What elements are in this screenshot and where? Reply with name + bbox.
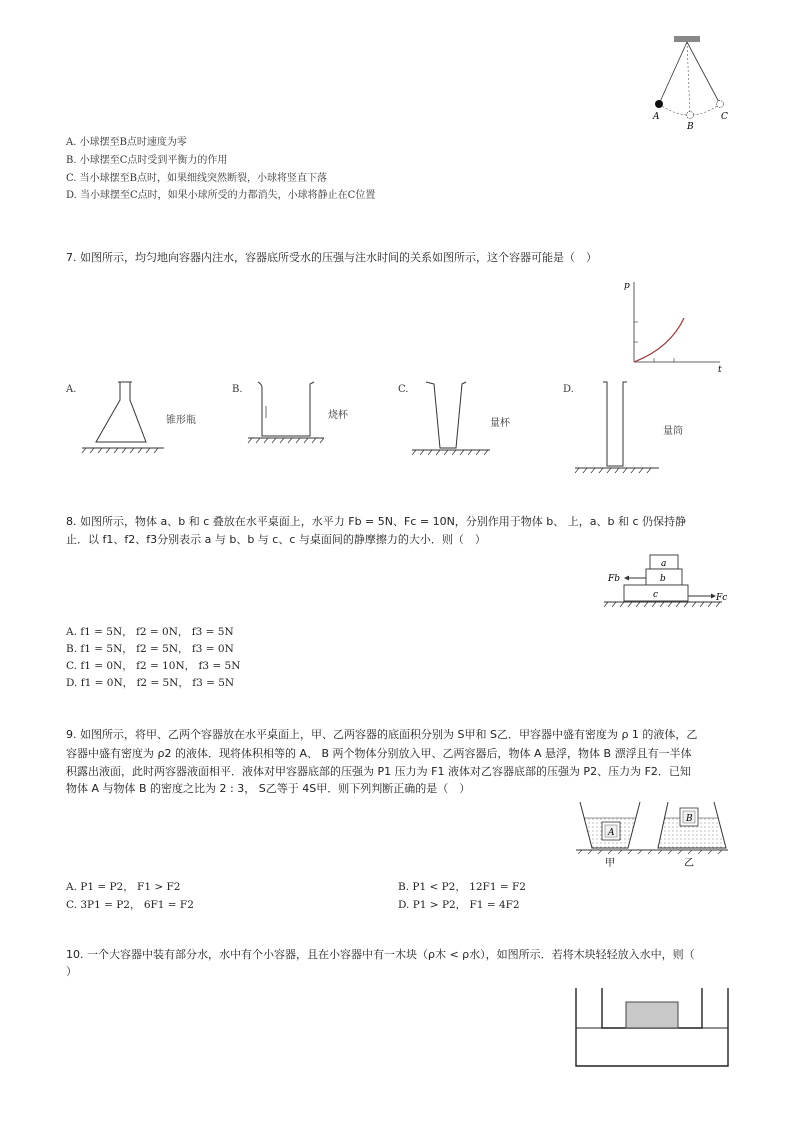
q6-option-b[interactable]: B. 小球摆至C点时受到平衡力的作用: [66, 155, 228, 166]
q8-option-b[interactable]: B. f1 = 5N， f2 = 5N， f3 = 0N: [66, 643, 234, 655]
beaker-outline: [258, 382, 314, 436]
q9-option-a[interactable]: A. P1 = P2， F1 > F2: [66, 881, 181, 893]
q8-option-c[interactable]: C. f1 = 0N， f2 = 10N， f3 = 5N: [66, 660, 241, 672]
q6-option-a[interactable]: A. 小球摆至B点时速度为零: [66, 137, 187, 148]
table-hatch: [248, 438, 324, 443]
measuring-cup-figure: [410, 378, 500, 468]
q7-option-a-name: 锥形瓶: [166, 415, 196, 426]
nested-containers-figure: [572, 984, 732, 1070]
q7-question-text: 7. 如图所示，均匀地向容器内注水，容器底所受水的压强与注水时间的关系如图所示，这个容器可能是（ ）: [66, 251, 597, 264]
q7-option-a-letter[interactable]: A.: [66, 384, 77, 395]
q8-option-d[interactable]: D. f1 = 0N， f2 = 5N， f3 = 5N: [66, 677, 235, 689]
q9-question-line3: 积露出液面，此时两容器液面相平．液体对甲容器底部的压强为 P1 压力为 F1 液体对乙容器底部的压强为 P2、压力为 F2．已知: [66, 765, 691, 778]
pendulum-string-a: [659, 42, 687, 104]
graduated-cylinder-figure: [575, 378, 665, 478]
q7-option-b-letter[interactable]: B.: [232, 384, 243, 395]
q9-question-line1: 9. 如图所示，将甲、乙两个容器放在水平桌面上，甲、乙两容器的底面积分别为 S甲和 S乙．甲容器中盛有密度为 ρ 1 的液体，乙: [66, 728, 698, 741]
table-hatch: [575, 468, 651, 473]
q7-option-c-name: 量杯: [490, 418, 510, 429]
q8-question-line1: 8. 如图所示，物体 a、b 和 c 叠放在水平桌面上，水平力 Fb = 5N、Fc = 10N，分别作用于物体 b、 上，a、b 和 c 仍保持静: [66, 515, 687, 528]
cylinder-outline: [603, 382, 627, 466]
q7-option-d-name: 量筒: [663, 426, 683, 437]
q7-option-b-name: 烧杯: [328, 410, 348, 421]
flask-outline: [96, 382, 146, 442]
beaker-figure: [248, 378, 338, 448]
label-block-b: b: [660, 574, 666, 584]
label-fc: Fc: [716, 593, 728, 603]
label-object-b: B: [686, 814, 693, 824]
wood-block: [626, 1002, 678, 1028]
graph-y-label: p: [624, 281, 630, 291]
label-b: B: [687, 122, 694, 132]
q9-question-line4: 物体 A 与物体 B 的密度之比为 2 : 3， S乙等于 4S甲．则下列判断正确的是（ ）: [66, 782, 471, 795]
q6-option-c[interactable]: C. 当小球摆至B点时，如果细线突然断裂，小球将竖直下落: [66, 173, 328, 184]
label-block-c: c: [653, 590, 659, 600]
label-fb: Fb: [608, 574, 621, 584]
pendulum-string-b: [687, 42, 690, 114]
table-hatch: [578, 850, 722, 854]
q9-option-d[interactable]: D. P1 > P2， F1 = 4F2: [398, 899, 520, 911]
graph-x-label: t: [718, 365, 722, 375]
label-block-a: a: [661, 559, 667, 569]
q7-option-d-letter[interactable]: D.: [563, 384, 574, 395]
ball-a: [655, 100, 663, 108]
q9-option-c[interactable]: C. 3P1 = P2， 6F1 = F2: [66, 899, 194, 911]
pendulum-figure: [650, 34, 728, 132]
ball-c: [717, 101, 724, 108]
pressure-time-graph: [620, 278, 732, 375]
q9-option-b[interactable]: B. P1 < P2， 12F1 = F2: [398, 881, 526, 893]
stacked-blocks-figure: [604, 552, 730, 614]
label-jia: 甲: [605, 858, 615, 869]
table-hatch: [604, 602, 720, 607]
label-object-a: A: [608, 828, 615, 838]
conical-flask-figure: [82, 378, 172, 458]
table-hatch: [82, 448, 158, 453]
q9-question-line2: 容器中盛有密度为 ρ2 的液体．现将体积相等的 A、 B 两个物体分别放入甲、乙两容器后，物体 A 悬浮，物体 B 漂浮且有一半体: [66, 747, 692, 760]
label-yi: 乙: [684, 858, 694, 869]
cup-outline: [426, 382, 466, 448]
table-hatch: [412, 450, 488, 455]
arrow-fb-head: [624, 576, 629, 581]
q8-option-a[interactable]: A. f1 = 5N， f2 = 0N， f3 = 5N: [66, 626, 234, 638]
q10-question-line1: 10. 一个大容器中装有部分水，水中有个小容器，且在小容器中有一木块（ρ木 < ρ水），如图所示．若将木块轻轻放入水中，则（: [66, 948, 695, 961]
graph-curve: [634, 318, 684, 362]
two-containers-figure: [576, 798, 730, 874]
pendulum-string-c: [687, 42, 720, 104]
q6-option-d[interactable]: D. 当小球摆至C点时，如果小球所受的力都消失，小球将静止在C位置: [66, 190, 376, 201]
q8-question-line2: 止．以 f1、f2、f3分别表示 a 与 b、b 与 c、c 与桌面间的静摩擦力的大小．则（ ）: [66, 533, 486, 546]
pendulum-ceiling: [674, 36, 700, 42]
q7-option-c-letter[interactable]: C.: [398, 384, 409, 395]
label-a: A: [653, 112, 660, 122]
ball-b: [687, 112, 694, 119]
label-c: C: [721, 112, 728, 122]
q10-question-line2: ）: [66, 965, 77, 978]
